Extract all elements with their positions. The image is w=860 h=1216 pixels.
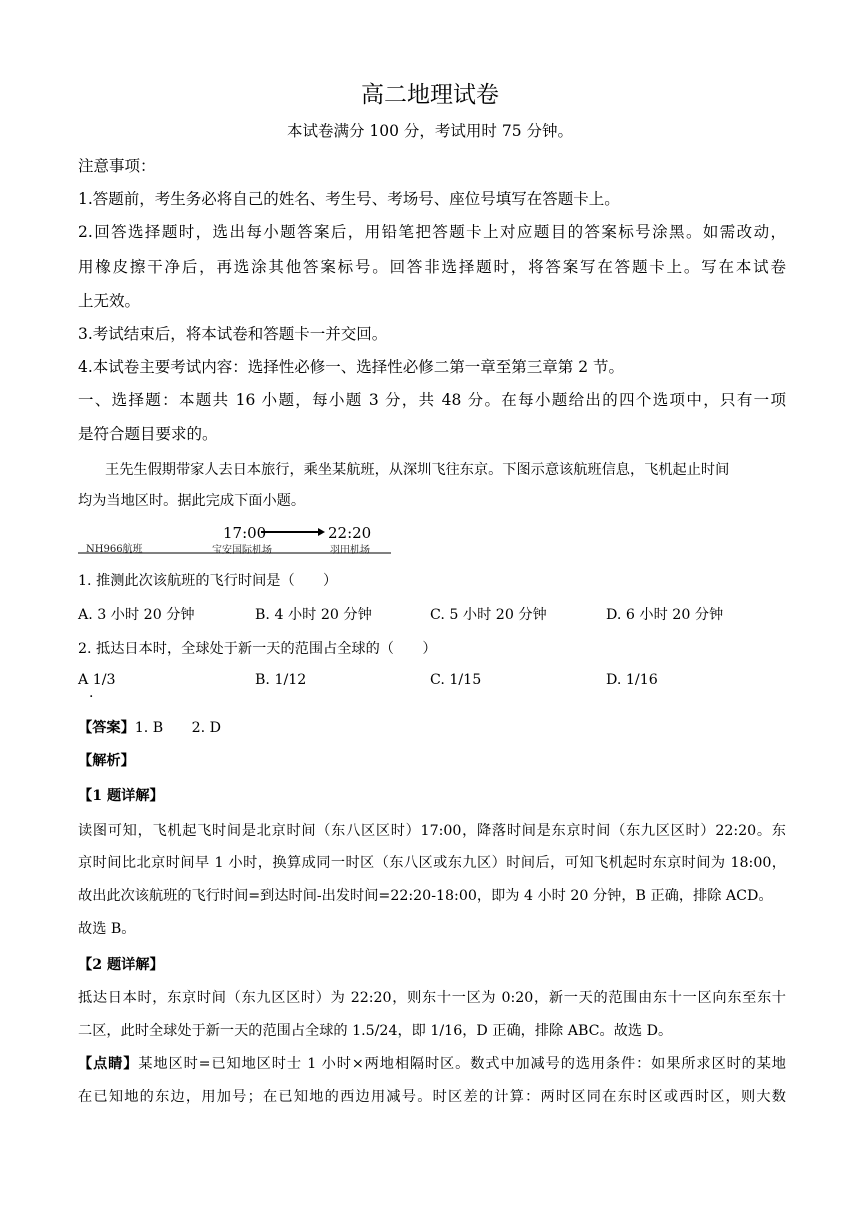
question-1-stem: 1. 推测此次该航班的飞行时间是（ ）	[78, 573, 338, 589]
departure-airport: 宝安国际机场	[212, 545, 272, 556]
answer-label: 【答案】	[78, 720, 135, 736]
stray-dot: ·	[89, 689, 94, 705]
notice-item-3: 3.考试结束后，将本试卷和答题卡一并交回。	[78, 325, 388, 343]
section-heading: 一、选择题：本题共 16 小题，每小题 3 分，共 48 分。在每小题给出的四个选项中，只有一项	[78, 391, 786, 409]
question-2-option-b: B. 1/12	[255, 672, 307, 688]
detail-1-line-4: 故选 B。	[78, 921, 136, 937]
notice-item-2-end: 上无效。	[78, 292, 141, 310]
flight-number: NH966航班	[86, 544, 143, 555]
question-1-option-a: A. 3 小时 20 分钟	[78, 607, 195, 623]
answer-text: 1. B 2. D	[134, 720, 222, 736]
intro-paragraph-cont: 均为当地区时。据此完成下面小题。	[78, 493, 306, 509]
question-1-option-c: C. 5 小时 20 分钟	[430, 607, 547, 623]
analysis-label: 【解析】	[78, 753, 135, 769]
tip-label: 【点睛】	[78, 1056, 139, 1072]
notice-item-2-cont: 用橡皮擦干净后，再选涂其他答案标号。回答非选择题时，将答案写在答题卡上。写在本试卷	[78, 258, 786, 276]
notice-item-2: 2.回答选择题时，选出每小题答案后，用铅笔把答题卡上对应题目的答案标号涂黑。如需改动，	[78, 223, 786, 241]
exam-subtitle: 本试卷满分 100 分，考试用时 75 分钟。	[286, 122, 574, 140]
notice-item-4: 4.本试卷主要考试内容：选择性必修一、选择性必修二第一章至第三章第 2 节。	[78, 358, 625, 376]
question-2-option-c: C. 1/15	[430, 672, 482, 688]
answer-line	[78, 717, 786, 737]
detail-1-line-3: 故出此次该航班的飞行时间=到达时间-出发时间=22:20-18:00，即为 4 小时 20 分钟，B 正确，排除 ACD。	[78, 888, 773, 904]
question-2-option-a: A 1/3	[78, 672, 116, 688]
arrival-airport: 羽田机场	[330, 545, 370, 556]
detail-2-line-1: 抵达日本时，东京时间（东九区区时）为 22:20，则东十一区为 0:20，新一天的范围由东十一区向东至东十	[78, 990, 786, 1006]
detail-2-label: 【2 题详解】	[78, 957, 164, 973]
section-heading-cont: 是符合题目要求的。	[78, 425, 218, 443]
tip-line-1	[78, 1053, 786, 1073]
detail-1-line-1: 读图可知，飞机起飞时间是北京时间（东八区区时）17:00，降落时间是东京时间（东九区区时）22:20。东	[78, 823, 786, 839]
question-1-option-d: D. 6 小时 20 分钟	[606, 607, 724, 623]
flight-info-figure	[78, 522, 392, 556]
question-1-option-b: B. 4 小时 20 分钟	[255, 607, 372, 623]
arrival-time: 22:20	[328, 524, 372, 542]
tip-text-1: 某地区时=已知地区时士 1 小时×两地相隔时区。数式中加减号的选用条件：如果所求区时的某地	[138, 1056, 786, 1072]
detail-1-line-2: 京时间比北京时间早 1 小时，换算成同一时区（东八区或东九区）时间后，可知飞机起时东京时间为 18:00，	[78, 855, 786, 871]
notice-item-1: 1.答题前，考生务必将自己的姓名、考生号、考场号、座位号填写在答题卡上。	[78, 190, 620, 208]
page-title: 高二地理试卷	[361, 82, 499, 108]
departure-time: 17:00	[223, 524, 267, 542]
question-2-stem: 2. 抵达日本时，全球处于新一天的范围占全球的（ ）	[78, 641, 437, 657]
tip-line-2: 在已知地的东边，用加号；在已知地的西边用减号。时区差的计算：两时区同在东时区或西时区，则大数	[78, 1089, 786, 1105]
notice-heading: 注意事项：	[78, 157, 156, 175]
question-2-option-d: D. 1/16	[606, 672, 658, 688]
intro-paragraph: 王先生假期带家人去日本旅行，乘坐某航班，从深圳飞往东京。下图示意该航班信息，飞机起止时间	[105, 462, 730, 478]
detail-1-label: 【1 题详解】	[78, 788, 164, 804]
detail-2-line-2: 二区，此时全球处于新一天的范围占全球的 1.5/24，即 1/16，D 正确，排除 ABC。故选 D。	[78, 1023, 673, 1039]
